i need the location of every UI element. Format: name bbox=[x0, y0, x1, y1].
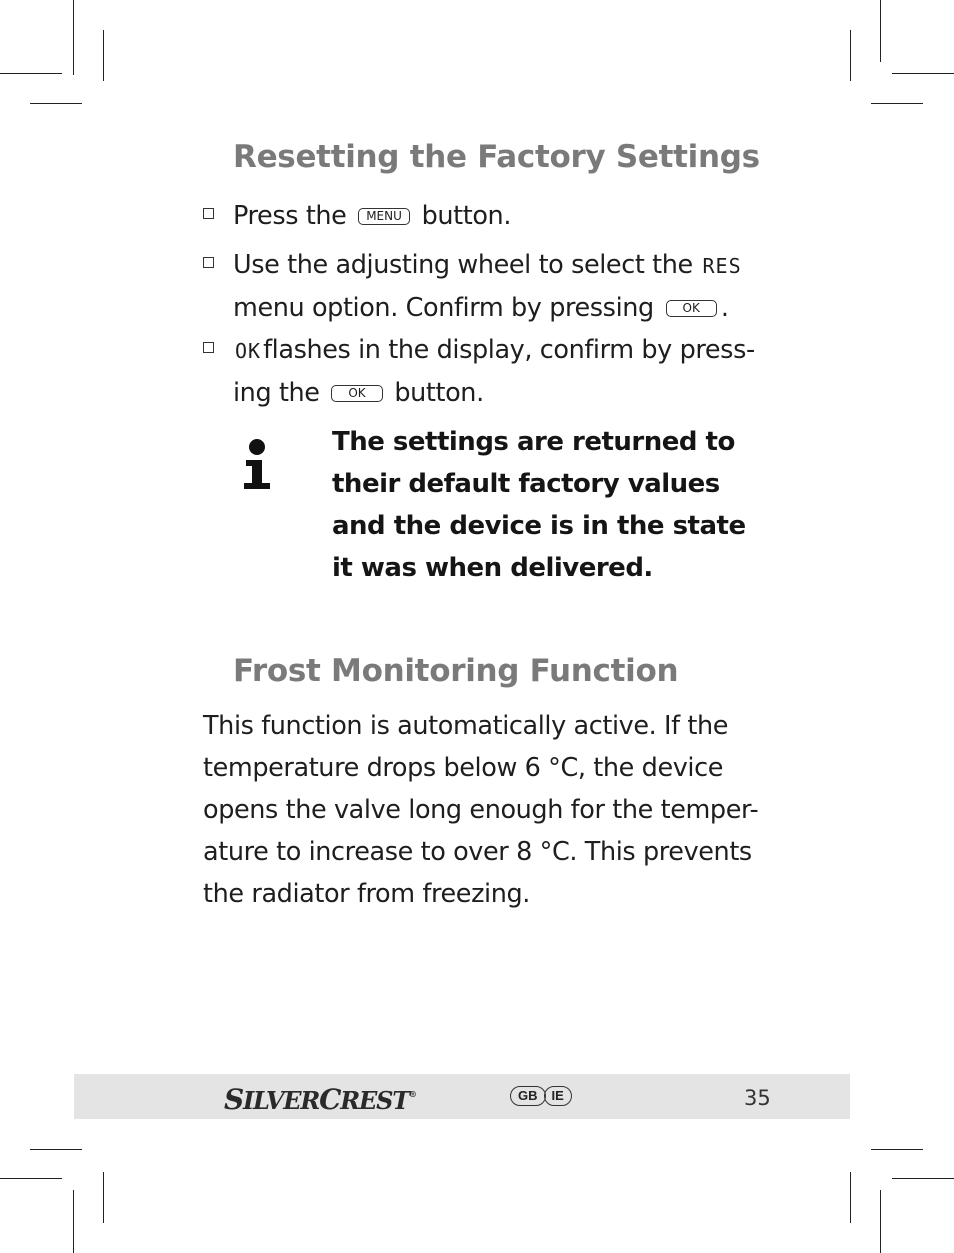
step-3-text-end: button. bbox=[394, 378, 484, 408]
info-icon bbox=[240, 438, 274, 490]
country-badge-gb: GB bbox=[510, 1086, 546, 1106]
step-3-text: flashes in the display, confirm by press-ing the bbox=[233, 335, 755, 408]
crop-mark bbox=[73, 0, 74, 75]
lcd-ok-symbol: OK bbox=[235, 339, 262, 363]
crop-mark bbox=[30, 1149, 82, 1150]
crop-mark bbox=[103, 1172, 104, 1223]
step-1 bbox=[203, 195, 763, 237]
lcd-res-symbol: RES bbox=[702, 254, 742, 278]
checkbox-bullet-icon bbox=[203, 257, 214, 268]
info-note: The settings are returned to their default factory values and the device is in the state it was when delivered. bbox=[332, 427, 746, 583]
checkbox-bullet-icon bbox=[203, 208, 214, 219]
checkbox-bullet-icon bbox=[203, 342, 214, 353]
step-3 bbox=[203, 329, 763, 414]
step-1-text-end: button. bbox=[421, 201, 512, 231]
crop-mark bbox=[880, 1190, 881, 1253]
crop-mark bbox=[103, 30, 104, 81]
crop-mark bbox=[850, 30, 851, 81]
crop-mark bbox=[73, 1190, 74, 1253]
section-heading-frost-monitoring: Frost Monitoring Function bbox=[233, 653, 679, 689]
page-number: 35 bbox=[744, 1086, 771, 1110]
crop-mark bbox=[0, 73, 62, 74]
crop-mark bbox=[880, 0, 881, 62]
crop-mark bbox=[892, 1178, 954, 1179]
step-2-text-middle: menu option. Confirm by pressing bbox=[233, 293, 654, 323]
step-2-text: Use the adjusting wheel to select the bbox=[233, 250, 693, 280]
crop-mark bbox=[850, 1172, 851, 1223]
frost-monitoring-paragraph: This function is automatically active. If the temperature drops below 6 °C, the device opens the valve long enough for the temper-ature to increase to over 8 °C. This prevents the radiator from freezing. bbox=[203, 711, 759, 909]
crop-mark bbox=[892, 73, 954, 74]
crop-mark bbox=[30, 103, 82, 104]
crop-mark bbox=[871, 1149, 923, 1150]
step-1-text: Press the bbox=[233, 201, 347, 231]
crop-mark bbox=[0, 1178, 62, 1179]
ok-key-icon: OK bbox=[331, 385, 382, 402]
brand-logo: SILVERCREST® bbox=[224, 1083, 417, 1116]
page-footer bbox=[74, 1074, 850, 1119]
country-badges bbox=[510, 1086, 572, 1106]
crop-mark bbox=[871, 103, 923, 104]
country-badge-ie: IE bbox=[544, 1086, 572, 1106]
section-heading-factory-reset: Resetting the Factory Settings bbox=[233, 139, 760, 175]
step-2-text-end: . bbox=[720, 293, 729, 323]
step-2 bbox=[203, 244, 763, 329]
menu-key-icon: MENU bbox=[358, 208, 410, 225]
ok-key-icon: OK bbox=[666, 300, 717, 317]
